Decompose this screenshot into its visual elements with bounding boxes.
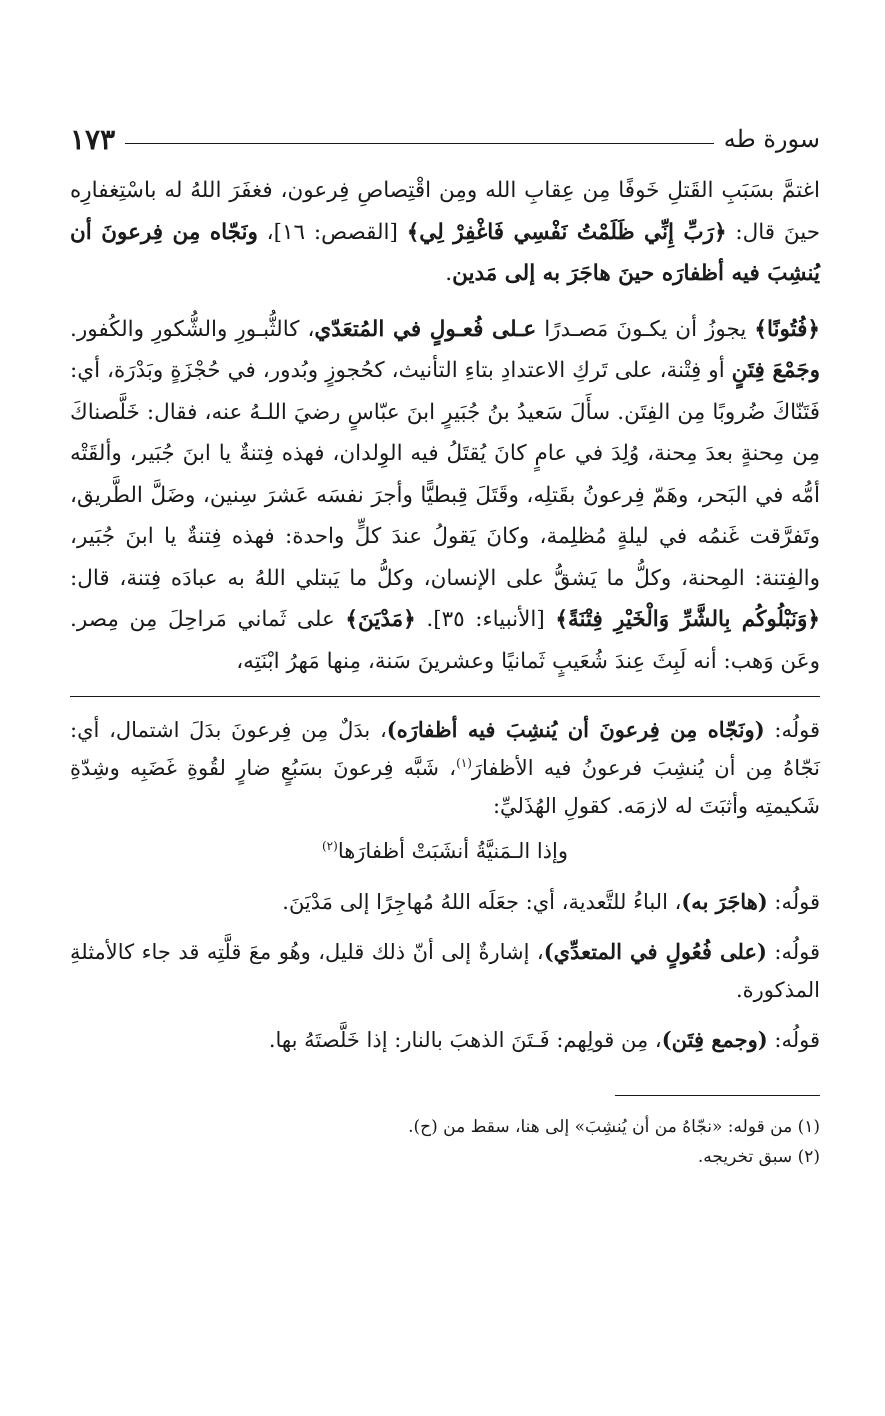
quran-reference: [القصص: ١٦]، <box>257 219 407 245</box>
bold-phrase: عـلى فُعـولٍ في المُتعَدّي <box>314 316 537 342</box>
page-number: ١٧٣ <box>70 122 116 156</box>
quran-word: ﴿فُتُونًا﴾ <box>754 316 820 342</box>
text-span: ، كالثُّبـورِ والشُّكورِ والكُفور. <box>70 316 315 342</box>
commentary-paragraph-2 <box>70 883 820 921</box>
quran-quote: ﴿وَنَبْلُوكُم بِالشَّرِّ وَالْخَيْرِ فِتْنَةً﴾ <box>555 607 821 632</box>
bold-phrase: (وجمع فِتَن) <box>661 1027 768 1052</box>
surah-title: سورة طه <box>723 125 820 153</box>
footnote-separator <box>615 1095 820 1096</box>
main-paragraph-1 <box>70 170 820 295</box>
text-span: قولُه: <box>766 940 820 964</box>
poetry-verse <box>70 831 820 871</box>
text-span: على ثَماني مَراحِلَ مِن مِصر. وعَن وَهب: أنه لَبِثَ عِندَ شُعَيبٍ ثَمانيًا وعشرينَ سَنة، مِنها مَهرُ ابْنَتِه، <box>70 607 820 674</box>
verse-text: وإذا الـمَنيَّةُ أنشَبَتْ أظفارَها <box>337 839 569 863</box>
footnote-2: (٢) سبق تخريجه. <box>697 1147 820 1167</box>
header-rule <box>125 143 714 144</box>
bold-phrase: (هاجَرَ به) <box>681 889 768 914</box>
text-span: ، بدَلٌ مِن فِرعونَ بدَلَ اشتمال، أي: نَجّاهُ مِن أن يُنشِبَ فرعونُ فيه الأظفارَ <box>70 718 820 780</box>
text-span: قولُه: <box>767 1028 820 1052</box>
quran-reference: [الأنبياء: ٣٥]. <box>415 607 556 632</box>
running-header <box>70 118 820 160</box>
commentary-paragraph-4 <box>70 1021 820 1059</box>
commentary-paragraph-1 <box>70 711 820 825</box>
text-span: ، الباءُ للتَّعدية، أي: جعَلَه اللهُ مُهاجِرًا إلى مَدْيَنَ. <box>282 890 682 914</box>
text-span: ، شَبَّه فِرعونَ بسَبُعٍ ضارٍ لقُوةِ غَضَبِه وشِدّةِ شَكيمتِه وأثبَتَ له لازمَه. كقولِ الهُذَليِّ: <box>70 756 820 818</box>
text-span: أو فِتْنة، على تَركِ الاعتدادِ بتاءِ التأنيث، كحُجوزٍ وبُدور، في حُجْزَةٍ وبَدْرَة، أي: فَتَنّاكَ ضُروبًا مِن الفِتَن. سأَلَ سَعيدُ بنُ جُبَيرٍ ابنَ عبّاسٍ رضيَ اللـهُ عنه، فقال: خَلَّصناكَ مِن مِحنةٍ بعدَ مِحنة، وُلِدَ في عامٍ كانَ يُقتَلُ فيه الوِلدان، فهذه فِتنةٌ يا ابنَ جُبَير، وألقَتْه أمُّه في البَحر، وهَمّ فِرعونُ بقَتلِه، وقَتَلَ قِبطيًّا وأجرَ نفسَه عَشرَ سِنين، وضَلَّ الطَّريق، وتَفرَّقت غَنمُه في ليلةٍ مُظلِمة، وكانَ يَقولُ عندَ كلٍّ واحدة: فهذه فِتنةٌ يا ابنَ جُبَير، والفِتنة: المِحنة، وكلُّ ما يَشقُّ على الإنسان، وكلُّ ما يَبتلي اللهُ به عبادَه فِتنة، قال: <box>70 358 820 591</box>
footnote-1: (١) من قوله: «نجّاهُ من أن يُنشِبَ» إلى هنا، سقط من (ح). <box>408 1117 820 1137</box>
text-span: اغتمَّ بسَبَبِ القَتلِ خَوفًا مِن عِقابِ الله ومِن اقْتِصاصِ فِرعون، فغفَرَ اللهُ له باسْتِغفارِه حينَ قال: <box>70 178 820 245</box>
text-span: قولُه: <box>764 718 820 742</box>
text-span: قولُه: <box>767 890 820 914</box>
quran-word: ﴿مَدْيَنَ﴾ <box>345 607 416 632</box>
commentary-paragraph-3 <box>70 933 820 1009</box>
page <box>70 118 820 1172</box>
bold-phrase: (ونَجّاه مِن فِرعونَ أن يُنشِبَ فيه أظفارَه) <box>386 717 765 742</box>
bold-phrase: (على فُعُولٍ في المتعدِّي) <box>543 939 767 964</box>
text-span: ، إشارةٌ إلى أنّ ذلك قليل، وهُو معَ قلَّتِه قد جاء كالأمثلةِ المذكورة. <box>70 940 820 1002</box>
footnote-marker: (٢) <box>321 839 338 853</box>
text-span: . <box>445 261 453 286</box>
quran-quote: ﴿رَبِّ إِنِّي ظَلَمْتُ نَفْسِي فَاغْفِرْ لِي﴾ <box>406 219 727 245</box>
bold-phrase: ونَجّاه مِن فِرعونَ أن يُنشِبَ فيه أظفارَه حينَ هاجَرَ به إلى مَدين <box>70 219 820 286</box>
main-paragraph-2 <box>70 309 820 683</box>
text-span: يجوزُ أن يكـونَ مَصـدرًا <box>536 316 755 342</box>
bold-phrase: وجَمْعَ فِتَنٍ <box>731 358 820 383</box>
footnote-marker: (١) <box>456 756 472 770</box>
commentary-separator <box>70 696 820 697</box>
text-span: ، مِن قولِهم: فَـتَنَ الذهبَ بالنار: إذا خَلَّصتَهُ بها. <box>268 1028 662 1052</box>
